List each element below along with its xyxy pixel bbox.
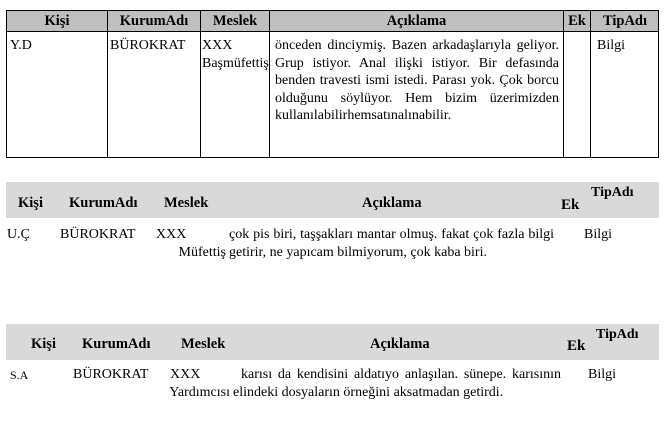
header-aciklama: Açıklama — [386, 13, 447, 29]
header-tip: TipAdı — [596, 327, 639, 342]
header-kisi: Kişi — [31, 336, 56, 352]
meslek-line-1: XXX — [156, 227, 187, 242]
meslek-line-2: Yardımcısı — [169, 384, 230, 400]
header-tip: TipAdı — [591, 185, 634, 200]
header-ek: Ek — [567, 338, 586, 354]
cell-meslek — [156, 226, 226, 261]
column-divider — [107, 11, 108, 157]
cell-tip: Bilgi — [588, 367, 617, 382]
column-divider — [269, 11, 270, 157]
cell-tip: Bilgi — [584, 227, 613, 242]
header-ek: Ek — [561, 197, 580, 213]
cell-kurum: BÜROKRAT — [110, 38, 186, 53]
header-aciklama: Açıklama — [370, 336, 430, 352]
header-kurum: KurumAdı — [119, 13, 189, 29]
header-meslek: Meslek — [164, 195, 209, 211]
header-kisi: Kişi — [44, 13, 70, 29]
cell-kisi: S.A — [10, 368, 29, 382]
column-divider — [563, 11, 564, 157]
header-meslek: Meslek — [212, 13, 258, 29]
column-divider — [200, 11, 201, 157]
cell-kurum: BÜROKRAT — [73, 367, 149, 382]
meslek-line-2: Müfettiş — [178, 244, 226, 260]
cell-kisi: Y.D — [10, 38, 32, 53]
cell-aciklama: önceden dinciymiş. Bazen arkadaşlarıyla geliyor. Grup istiyor. Anal ilişki istiyor. Bir defasında benden travesti ismi istedi. Parası yok. Çok borcu olduğunu söylüyor. Hem bizim üzerimizden kullanılabilirhemsatınalınabilir. — [275, 38, 559, 123]
header-ek: Ek — [568, 13, 586, 29]
header-meslek: Meslek — [181, 336, 226, 352]
cell-kisi: U.Ç — [7, 227, 30, 242]
cell-aciklama: çok pis biri, taşşakları mantar olmuş. fakat çok fazla bilgi getirir, ne yapıcam bilmiyorum, çok kaba biri. — [229, 227, 554, 260]
header-kurum: KurumAdı — [69, 195, 138, 211]
cell-aciklama: karısı da kendisini aldatıyo anlaşılan. sünepe. karısının elindeki dosyaların örneğini aksatmadan getirdi. — [233, 367, 561, 400]
header-tip: TipAdı — [602, 13, 648, 29]
cell-tip: Bilgi — [597, 38, 626, 53]
meslek-line-2: Başmüfettiş — [202, 55, 269, 71]
meslek-line-1: XXX — [202, 38, 233, 53]
cell-meslek — [202, 37, 269, 72]
record-table-1 — [6, 10, 659, 158]
cell-meslek — [158, 366, 230, 401]
header-aciklama: Açıklama — [362, 195, 422, 211]
cell-kurum: BÜROKRAT — [60, 227, 136, 242]
header-kurum: KurumAdı — [82, 336, 151, 352]
header-kisi: Kişi — [18, 195, 43, 211]
meslek-line-1: XXX — [170, 367, 201, 382]
column-divider — [590, 11, 591, 157]
